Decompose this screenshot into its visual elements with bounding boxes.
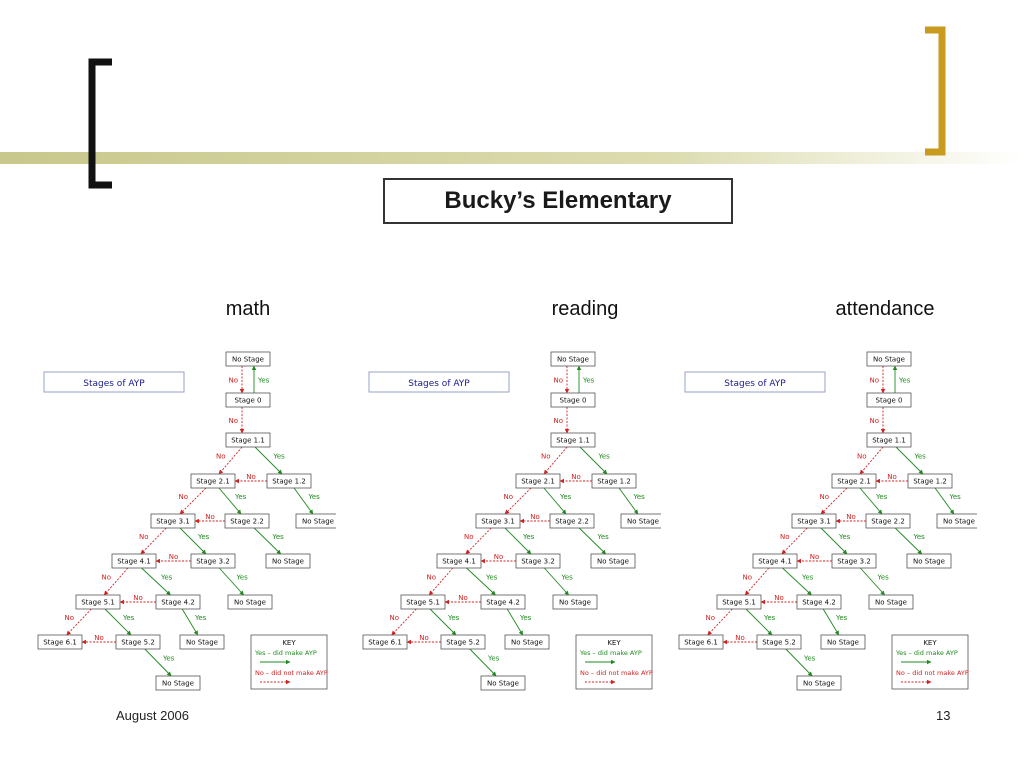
node-label: No Stage xyxy=(302,517,334,526)
node-s61 xyxy=(38,635,82,649)
page-number: 13 xyxy=(936,708,951,723)
node-label: Stage 4.1 xyxy=(117,557,151,566)
edge-label: Yes xyxy=(236,573,248,582)
edge-s42-to-ns6 xyxy=(507,609,531,635)
edge-s21-to-s22 xyxy=(544,488,572,514)
edge-top-to-s0 xyxy=(553,366,567,393)
edge-s0-to-top xyxy=(895,366,911,393)
edge-label: Yes xyxy=(308,493,320,501)
node-label: Stage 6.1 xyxy=(43,638,77,647)
edge-s12-to-ns3 xyxy=(294,488,320,514)
node-s41 xyxy=(112,554,156,568)
node-s32 xyxy=(191,554,235,568)
edge-label: No xyxy=(530,513,540,521)
edge-s52-to-s61 xyxy=(82,634,116,642)
edge-s32-to-ns5 xyxy=(860,568,889,595)
node-label: Stage 3.1 xyxy=(481,517,515,526)
edge-label: Yes xyxy=(899,376,911,385)
edge-label: Yes xyxy=(273,452,285,461)
node-ns6 xyxy=(180,635,224,649)
edge-s0-to-s11 xyxy=(869,407,883,433)
node-s41 xyxy=(437,554,481,568)
edge-s31-to-s41 xyxy=(464,528,491,554)
edge-label: Yes xyxy=(198,533,210,541)
edge-s31-to-s32 xyxy=(821,528,851,554)
edge-s12-to-ns3 xyxy=(935,488,961,514)
edge-s12-to-ns3 xyxy=(619,488,645,514)
node-label: Stage 4.1 xyxy=(442,557,476,566)
node-s11 xyxy=(551,433,595,447)
node-label: Stage 1.2 xyxy=(913,477,947,486)
node-s11 xyxy=(867,433,911,447)
node-s21 xyxy=(191,474,235,488)
node-label: Stage 5.1 xyxy=(406,598,440,607)
node-ns7 xyxy=(481,676,525,690)
node-label: No Stage xyxy=(232,355,264,364)
edge-label: Yes xyxy=(583,376,595,385)
key-yes-text: Yes – did make AYP xyxy=(255,649,317,657)
edge-s32-to-ns5 xyxy=(544,568,573,595)
node-s42 xyxy=(797,595,841,609)
edge-label: Yes xyxy=(598,452,610,461)
edge-s32-to-s41 xyxy=(156,553,191,561)
node-s21 xyxy=(832,474,876,488)
edge-label: Yes xyxy=(876,493,888,501)
edge-label: No xyxy=(809,553,820,561)
node-label: No Stage xyxy=(272,557,304,566)
edge-label: Yes xyxy=(839,533,851,541)
edge-s11-to-s21 xyxy=(216,447,242,474)
edge-label: No xyxy=(178,493,188,501)
edge-s51-to-s61 xyxy=(705,609,732,635)
edge-label: Yes xyxy=(520,614,532,622)
node-s12 xyxy=(267,474,311,488)
node-s31 xyxy=(151,514,195,528)
edge-s32-to-s41 xyxy=(797,553,832,561)
node-label: Stage 6.1 xyxy=(684,638,718,647)
edge-s41-to-s42 xyxy=(142,568,173,595)
edge-s0-to-s11 xyxy=(553,407,567,433)
edge-label: No xyxy=(735,634,745,642)
edge-s12-to-s21 xyxy=(560,473,592,481)
node-label: No Stage xyxy=(559,598,591,607)
key-title: KEY xyxy=(282,639,296,647)
node-label: No Stage xyxy=(913,557,945,566)
edge-label: Yes xyxy=(913,533,925,541)
edge-s21-to-s22 xyxy=(219,488,247,514)
edge-label: No xyxy=(389,614,399,622)
node-s42 xyxy=(156,595,200,609)
edge-label: No xyxy=(64,614,74,622)
key-no-text: No – did not make AYP xyxy=(896,669,969,677)
edge-label: No xyxy=(228,376,238,385)
edge-label: Yes xyxy=(486,573,498,582)
node-label: Stage 1.1 xyxy=(872,436,906,445)
edge-s11-to-s21 xyxy=(857,447,883,474)
node-label: Stage 4.2 xyxy=(486,598,520,607)
edge-top-to-s0 xyxy=(228,366,242,393)
edge-label: No xyxy=(246,473,256,481)
edge-label: No xyxy=(463,533,474,541)
edge-s52-to-ns7 xyxy=(786,649,816,676)
edge-label: No xyxy=(168,553,179,561)
edge-s22-to-ns4 xyxy=(254,528,284,554)
node-label: Stage 5.2 xyxy=(446,638,480,647)
node-s51 xyxy=(76,595,120,609)
stages-header-box xyxy=(369,372,509,392)
stages-header-box xyxy=(685,372,825,392)
node-label: No Stage xyxy=(234,598,266,607)
node-label: No Stage xyxy=(627,517,659,526)
edge-s0-to-top xyxy=(579,366,595,393)
node-s11 xyxy=(226,433,270,447)
edge-s42-to-ns6 xyxy=(182,609,206,635)
node-ns7 xyxy=(156,676,200,690)
node-s0 xyxy=(226,393,270,407)
node-s21 xyxy=(516,474,560,488)
edge-label: Yes xyxy=(561,573,573,582)
node-s0 xyxy=(867,393,911,407)
edge-s22-to-ns4 xyxy=(895,528,925,554)
node-label: No Stage xyxy=(803,679,835,688)
edge-label: Yes xyxy=(877,573,889,582)
edge-label: No xyxy=(215,452,226,461)
node-label: Stage 0 xyxy=(559,396,587,405)
flowchart-attendance xyxy=(677,346,977,696)
node-s32 xyxy=(516,554,560,568)
node-ns7 xyxy=(797,676,841,690)
node-ns6 xyxy=(505,635,549,649)
edge-label: Yes xyxy=(161,573,173,582)
edge-s21-to-s31 xyxy=(503,488,531,514)
key-title: KEY xyxy=(923,639,937,647)
edge-label: Yes xyxy=(123,614,135,622)
edge-s51-to-s52 xyxy=(430,609,460,635)
edge-label: No xyxy=(133,594,143,602)
edge-label: No xyxy=(94,634,104,642)
node-label: Stage 2.2 xyxy=(230,517,264,526)
edge-s21-to-s31 xyxy=(178,488,206,514)
edge-label: No xyxy=(205,513,215,521)
node-top xyxy=(867,352,911,366)
edge-s22-to-s31 xyxy=(195,513,225,521)
edge-s11-to-s12 xyxy=(255,447,285,474)
node-s41 xyxy=(753,554,797,568)
node-ns4 xyxy=(907,554,951,568)
key-title: KEY xyxy=(607,639,621,647)
edge-s11-to-s21 xyxy=(541,447,567,474)
node-label: Stage 5.2 xyxy=(121,638,155,647)
edge-s11-to-s12 xyxy=(580,447,610,474)
node-label: Stage 3.2 xyxy=(837,557,871,566)
edge-label: No xyxy=(742,573,752,582)
edge-label: No xyxy=(540,452,551,461)
node-label: No Stage xyxy=(875,598,907,607)
edge-s22-to-s31 xyxy=(520,513,550,521)
key-legend xyxy=(892,635,969,689)
edge-label: Yes xyxy=(802,573,814,582)
edge-s51-to-s52 xyxy=(746,609,776,635)
node-label: No Stage xyxy=(943,517,975,526)
edge-label: Yes xyxy=(195,614,207,622)
node-ns3 xyxy=(621,514,661,528)
node-label: Stage 1.2 xyxy=(597,477,631,486)
edge-s51-to-s52 xyxy=(105,609,135,635)
edge-s41-to-s51 xyxy=(742,568,768,595)
edge-s41-to-s42 xyxy=(783,568,814,595)
key-yes-text: Yes – did make AYP xyxy=(580,649,642,657)
diagram-label-attendance: attendance xyxy=(835,298,935,320)
node-label: Stage 0 xyxy=(875,396,903,405)
edge-s22-to-s31 xyxy=(836,513,866,521)
edge-s31-to-s32 xyxy=(505,528,535,554)
edge-s22-to-ns4 xyxy=(579,528,609,554)
node-label: No Stage xyxy=(487,679,519,688)
edge-label: No xyxy=(493,553,504,561)
edge-label: No xyxy=(846,513,856,521)
node-s31 xyxy=(476,514,520,528)
edge-label: No xyxy=(553,417,563,425)
edge-label: Yes xyxy=(488,654,500,663)
edge-label: No xyxy=(705,614,715,622)
edge-s41-to-s51 xyxy=(101,568,127,595)
edge-label: Yes xyxy=(272,533,284,541)
edge-s41-to-s51 xyxy=(426,568,452,595)
node-label: No Stage xyxy=(186,638,218,647)
node-label: Stage 4.2 xyxy=(161,598,195,607)
edge-label: Yes xyxy=(560,493,572,501)
stages-header-text: Stages of AYP xyxy=(724,379,786,389)
node-s22 xyxy=(550,514,594,528)
edge-s42-to-s51 xyxy=(761,594,797,602)
node-ns5 xyxy=(228,595,272,609)
edge-s31-to-s32 xyxy=(180,528,210,554)
node-label: Stage 6.1 xyxy=(368,638,402,647)
node-s61 xyxy=(363,635,407,649)
edge-label: Yes xyxy=(949,493,961,501)
edge-s51-to-s61 xyxy=(64,609,91,635)
edge-s52-to-ns7 xyxy=(145,649,175,676)
flowchart-math xyxy=(36,346,336,696)
edge-label: No xyxy=(419,634,429,642)
edge-label: Yes xyxy=(163,654,175,663)
node-s61 xyxy=(679,635,723,649)
edge-label: No xyxy=(856,452,867,461)
node-ns3 xyxy=(937,514,977,528)
node-s12 xyxy=(592,474,636,488)
node-label: Stage 2.1 xyxy=(521,477,555,486)
edge-label: Yes xyxy=(633,493,645,501)
edge-label: No xyxy=(503,493,513,501)
edge-s0-to-top xyxy=(254,366,270,393)
node-label: Stage 5.1 xyxy=(722,598,756,607)
edge-s21-to-s31 xyxy=(819,488,847,514)
node-label: Stage 1.1 xyxy=(231,436,265,445)
edge-s0-to-s11 xyxy=(228,407,242,433)
footer-date: August 2006 xyxy=(116,708,190,723)
edge-s12-to-s21 xyxy=(235,473,267,481)
node-label: Stage 4.2 xyxy=(802,598,836,607)
node-s51 xyxy=(401,595,445,609)
edge-s42-to-s51 xyxy=(445,594,481,602)
edge-label: No xyxy=(869,376,879,385)
node-s32 xyxy=(832,554,876,568)
node-s52 xyxy=(441,635,485,649)
flowchart-reading xyxy=(361,346,661,696)
node-label: Stage 2.1 xyxy=(196,477,230,486)
node-label: No Stage xyxy=(597,557,629,566)
key-no-text: No – did not make AYP xyxy=(580,669,653,677)
edge-s52-to-ns7 xyxy=(470,649,500,676)
left-bracket xyxy=(92,62,112,185)
edge-s12-to-s21 xyxy=(876,473,908,481)
node-s22 xyxy=(225,514,269,528)
node-label: Stage 5.1 xyxy=(81,598,115,607)
edge-label: No xyxy=(887,473,897,481)
node-s52 xyxy=(757,635,801,649)
node-s12 xyxy=(908,474,952,488)
key-yes-text: Yes – did make AYP xyxy=(896,649,958,657)
node-s52 xyxy=(116,635,160,649)
edge-label: No xyxy=(426,573,436,582)
node-ns4 xyxy=(591,554,635,568)
stages-header-text: Stages of AYP xyxy=(83,379,145,389)
node-label: No Stage xyxy=(162,679,194,688)
edge-label: No xyxy=(869,417,879,425)
node-s42 xyxy=(481,595,525,609)
edge-s32-to-s41 xyxy=(481,553,516,561)
node-label: No Stage xyxy=(557,355,589,364)
edge-s32-to-ns5 xyxy=(219,568,248,595)
node-ns6 xyxy=(821,635,865,649)
edge-label: Yes xyxy=(764,614,776,622)
node-label: Stage 3.2 xyxy=(196,557,230,566)
node-label: No Stage xyxy=(827,638,859,647)
edge-label: Yes xyxy=(836,614,848,622)
node-s51 xyxy=(717,595,761,609)
olive-band xyxy=(0,152,1024,164)
key-legend xyxy=(251,635,328,689)
node-label: No Stage xyxy=(873,355,905,364)
node-label: Stage 3.1 xyxy=(156,517,190,526)
node-label: Stage 4.1 xyxy=(758,557,792,566)
edge-label: Yes xyxy=(523,533,535,541)
edge-s31-to-s41 xyxy=(780,528,807,554)
slide-title: Bucky’s Elementary xyxy=(383,178,733,224)
node-label: Stage 1.1 xyxy=(556,436,590,445)
edge-label: No xyxy=(228,417,238,425)
node-s31 xyxy=(792,514,836,528)
node-label: Stage 0 xyxy=(234,396,262,405)
node-label: Stage 3.2 xyxy=(521,557,555,566)
node-label: Stage 2.2 xyxy=(871,517,905,526)
edge-s41-to-s42 xyxy=(467,568,498,595)
edge-label: No xyxy=(571,473,581,481)
edge-s11-to-s12 xyxy=(896,447,926,474)
node-s22 xyxy=(866,514,910,528)
edge-top-to-s0 xyxy=(869,366,883,393)
node-top xyxy=(551,352,595,366)
node-label: Stage 5.2 xyxy=(762,638,796,647)
edge-label: No xyxy=(774,594,784,602)
right-bracket xyxy=(925,30,942,152)
node-label: No Stage xyxy=(511,638,543,647)
diagram-label-reading: reading xyxy=(551,298,619,320)
edge-label: Yes xyxy=(914,452,926,461)
edge-s31-to-s41 xyxy=(139,528,166,554)
node-label: Stage 1.2 xyxy=(272,477,306,486)
edge-label: No xyxy=(138,533,149,541)
node-ns3 xyxy=(296,514,336,528)
node-s0 xyxy=(551,393,595,407)
edge-label: No xyxy=(819,493,829,501)
edge-s42-to-ns6 xyxy=(823,609,847,635)
edge-s42-to-s51 xyxy=(120,594,156,602)
edge-s21-to-s22 xyxy=(860,488,888,514)
edge-label: No xyxy=(458,594,468,602)
edge-label: Yes xyxy=(597,533,609,541)
edge-s52-to-s61 xyxy=(407,634,441,642)
stages-header-box xyxy=(44,372,184,392)
node-ns5 xyxy=(869,595,913,609)
node-top xyxy=(226,352,270,366)
node-label: Stage 2.1 xyxy=(837,477,871,486)
edge-s52-to-s61 xyxy=(723,634,757,642)
edge-label: Yes xyxy=(804,654,816,663)
node-label: Stage 2.2 xyxy=(555,517,589,526)
node-label: Stage 3.1 xyxy=(797,517,831,526)
node-ns4 xyxy=(266,554,310,568)
edge-s51-to-s61 xyxy=(389,609,416,635)
stages-header-text: Stages of AYP xyxy=(408,379,470,389)
edge-label: No xyxy=(101,573,111,582)
edge-label: No xyxy=(779,533,790,541)
key-legend xyxy=(576,635,653,689)
edge-label: Yes xyxy=(258,376,270,385)
key-no-text: No – did not make AYP xyxy=(255,669,328,677)
diagram-label-math: math xyxy=(225,298,271,320)
edge-label: Yes xyxy=(448,614,460,622)
node-ns5 xyxy=(553,595,597,609)
edge-label: No xyxy=(553,376,563,385)
edge-label: Yes xyxy=(235,493,247,501)
